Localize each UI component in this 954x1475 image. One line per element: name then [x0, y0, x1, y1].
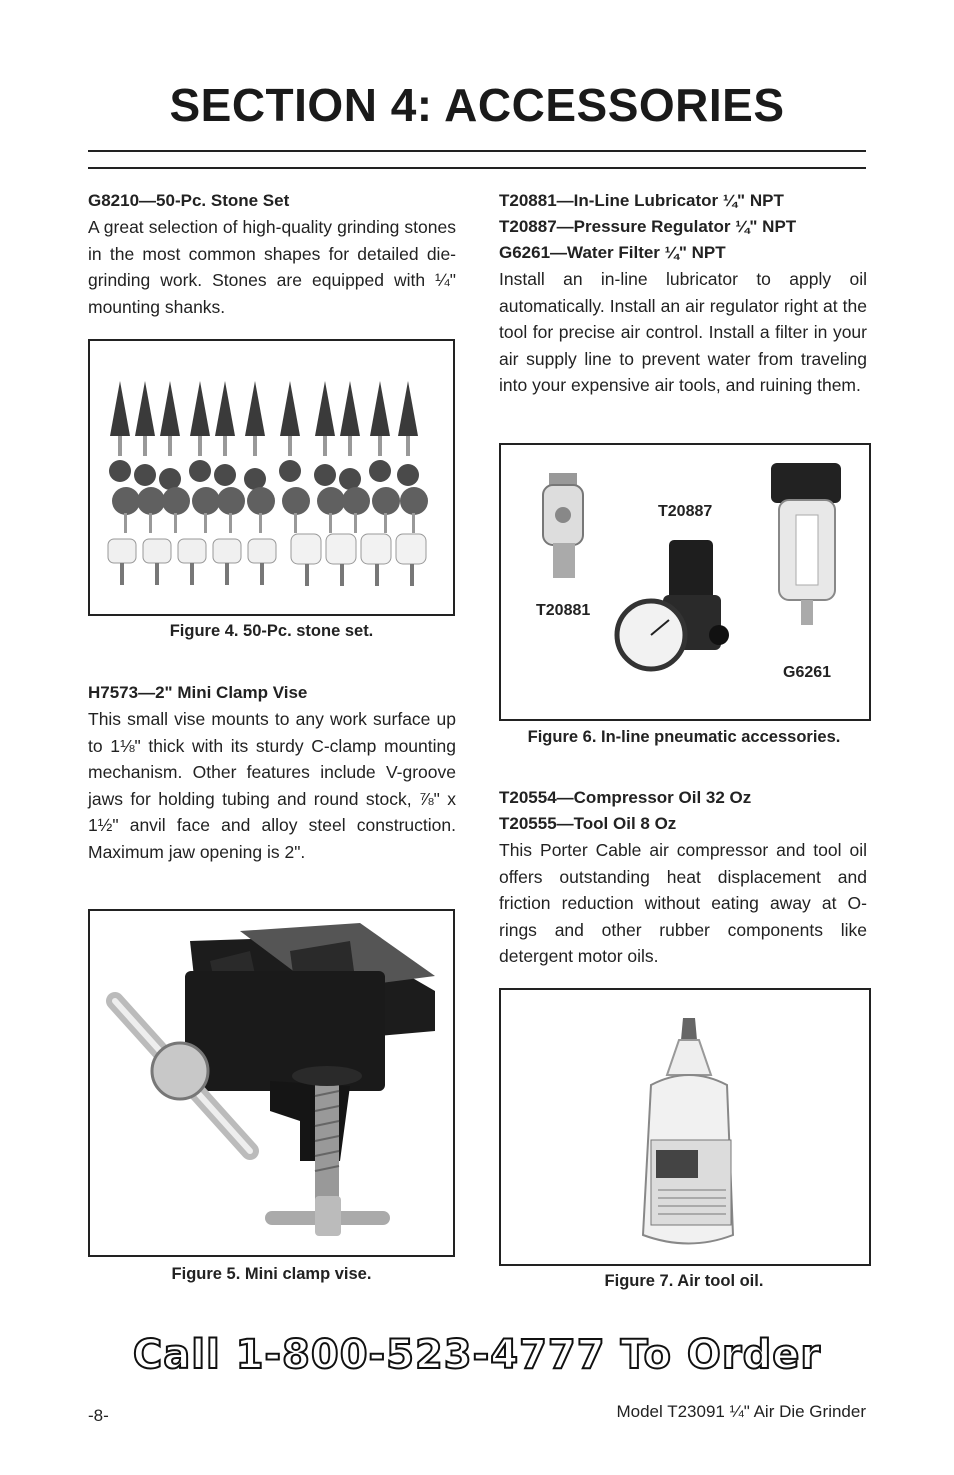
compressor-oil-heading: T20554—Compressor Oil 32 Oz — [499, 788, 752, 807]
footer-model: Model T23091 ¼" Air Die Grinder — [616, 1402, 866, 1421]
oil-text: This Porter Cable air compressor and tool oil offers outstanding heat displacement and friction reduction without eating away at O-rings and other rubber components like detergent motor oils. — [499, 840, 867, 966]
oil-section — [499, 785, 867, 970]
vise-text: This small vise mounts to any work surface up to 1⅛" thick with its sturdy C-clamp mounting mechanism. Other features include V-groove jaws for holding tubing and round stock, ⅞" x 1½" anvil face and alloy steel construction. Maximum jaw opening is 2". — [88, 709, 456, 862]
lubricator-heading: T20881—In-Line Lubricator ¼" NPT — [499, 191, 784, 210]
page-title: SECTION 4: ACCESSORIES — [169, 79, 785, 131]
regulator-heading: T20887—Pressure Regulator ¼" NPT — [499, 217, 797, 236]
vise-illustration — [90, 911, 453, 1255]
stone-set-heading: G8210—50-Pc. Stone Set — [88, 191, 290, 210]
pneumatic-text: Install an in-line lubricator to apply oil automatically. Install an air regulator right at the tool for precise air control. Install a filter in your air supply line to prevent water from traveling into your expensive air tools, and ruining them. — [499, 269, 867, 395]
vise-heading: H7573—2" Mini Clamp Vise — [88, 683, 308, 702]
page-number: -8- — [88, 1406, 109, 1425]
figure-5-vise-image — [88, 909, 455, 1257]
order-phone-banner: Call 1-800-523-4777 To Order — [132, 1332, 822, 1378]
filter-label: G6261 — [783, 664, 832, 681]
stone-set-section — [88, 188, 456, 320]
stone-set-text: A great selection of high-quality grinding stones in the most common shapes for detailed die-grinding work. Stones are equipped with ¼" mounting shanks. — [88, 217, 456, 317]
regulator-label: T20887 — [658, 503, 713, 520]
stone-set-illustration — [90, 341, 453, 614]
vise-section — [88, 680, 456, 865]
figure-7-caption: Figure 7. Air tool oil. — [604, 1272, 764, 1290]
figure-6-pneumatic-image — [499, 443, 871, 721]
filter-heading: G6261—Water Filter ¼" NPT — [499, 243, 726, 262]
figure-5-caption: Figure 5. Mini clamp vise. — [171, 1265, 372, 1283]
oil-bottle-illustration — [501, 990, 869, 1264]
title-rule-top — [88, 150, 866, 152]
lubricator-label: T20881 — [536, 602, 591, 619]
figure-6-caption: Figure 6. In-line pneumatic accessories. — [527, 728, 841, 746]
tool-oil-heading: T20555—Tool Oil 8 Oz — [499, 814, 677, 833]
figure-4-stone-set-image — [88, 339, 455, 616]
title-rule-bottom — [88, 167, 866, 169]
figure-7-oil-image — [499, 988, 871, 1266]
pneumatic-section — [499, 188, 867, 399]
figure-4-caption: Figure 4. 50-Pc. stone set. — [169, 622, 374, 640]
